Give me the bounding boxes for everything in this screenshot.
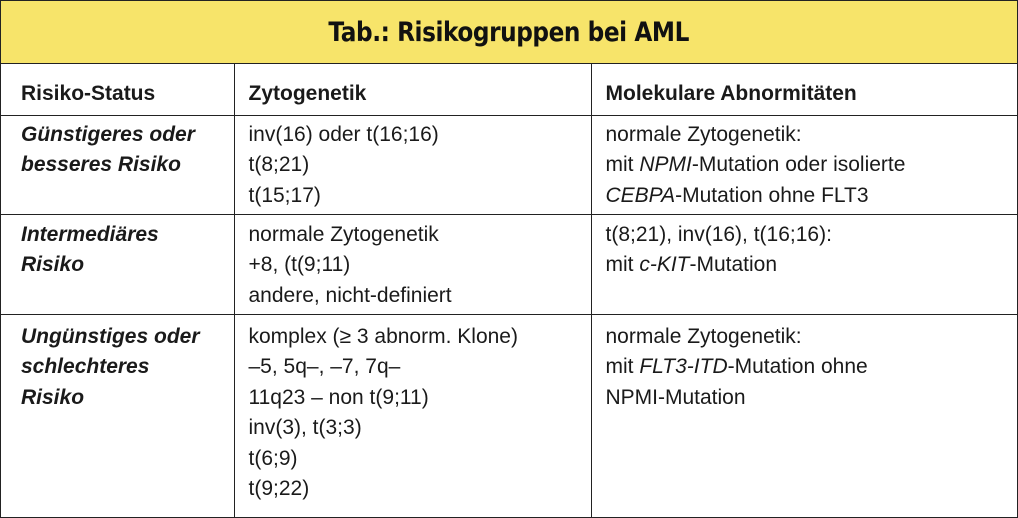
mol-line — [606, 322, 1006, 353]
risk-line: besseres Risiko — [21, 153, 181, 176]
table-row — [1, 214, 1017, 314]
table-title-bar — [1, 1, 1017, 64]
mol-line — [606, 220, 1006, 251]
cyto-line: andere, nicht-definiert — [248, 283, 452, 307]
risk-line: schlechteres — [21, 355, 150, 378]
molecular-cell — [591, 214, 1017, 314]
header-molecular-abnormalities: Molekulare Abnormitäten — [591, 64, 1017, 115]
mol-line — [606, 150, 1006, 181]
table-row — [1, 314, 1017, 517]
cyto-line: t(6;9) — [248, 446, 298, 470]
header-row — [1, 64, 1017, 115]
mol-line — [606, 120, 1006, 151]
risk-line: Ungünstiges oder — [21, 324, 200, 348]
table-row — [1, 115, 1017, 214]
cyto-line: t(8;21) — [248, 153, 310, 176]
mol-gene: NPMI — [639, 153, 692, 176]
cyto-line: t(15;17) — [248, 183, 321, 207]
header-risk-status: Risiko-Status — [21, 82, 156, 105]
cyto-line: t(9;22) — [248, 477, 310, 500]
cytogenetics-cell — [234, 214, 591, 314]
table-title: Tab.: Risikogruppen bei AML — [328, 16, 690, 48]
risk-cell — [1, 314, 234, 517]
risk-line: Intermediäres — [21, 222, 159, 246]
mol-text: mit — [605, 253, 640, 276]
risk-line: Risiko — [21, 253, 85, 276]
mol-gene: c-KIT — [639, 253, 690, 276]
molecular-cell — [591, 314, 1017, 517]
mol-text: -Mutation — [689, 253, 778, 276]
header-cytogenetics: Zytogenetik — [234, 64, 591, 115]
mol-line — [606, 383, 1006, 414]
mol-text: mit — [605, 153, 640, 176]
cytogenetics-cell — [234, 314, 591, 517]
mol-text: -Mutation oder isolierte — [691, 153, 906, 176]
mol-text: NPMI-Mutation — [605, 385, 746, 409]
cyto-line: +8, (t(9;11) — [248, 253, 351, 276]
risk-groups-table — [1, 64, 1017, 517]
cyto-line: 11q23 – non t(9;11) — [248, 385, 429, 409]
mol-gene: CEBPA — [605, 183, 676, 207]
mol-text: -Mutation ohne — [727, 355, 868, 378]
risk-cell — [1, 115, 234, 214]
mol-text: t(8;21), inv(16), t(16;16): — [605, 222, 832, 246]
mol-text: mit — [605, 355, 640, 378]
mol-text: normale Zytogenetik: — [605, 122, 802, 146]
cyto-line: –5, 5q–, –7, 7q– — [248, 355, 401, 378]
mol-line — [606, 250, 1006, 281]
cytogenetics-cell — [234, 115, 591, 214]
cyto-line: normale Zytogenetik — [248, 222, 439, 246]
risk-cell — [1, 214, 234, 314]
cyto-line: inv(16) oder t(16;16) — [248, 122, 439, 146]
risk-line: Risiko — [21, 385, 85, 409]
risk-line: Günstigeres oder — [21, 122, 195, 146]
cyto-line: inv(3), t(3;3) — [248, 416, 362, 439]
mol-line — [606, 181, 1006, 212]
cyto-line: komplex (≥ 3 abnorm. Klone) — [248, 324, 518, 348]
mol-text: -Mutation ohne FLT3 — [675, 183, 869, 207]
mol-gene: FLT3-ITD — [639, 355, 728, 378]
mol-line — [606, 352, 1006, 383]
mol-text: normale Zytogenetik: — [605, 324, 802, 348]
molecular-cell — [591, 115, 1017, 214]
